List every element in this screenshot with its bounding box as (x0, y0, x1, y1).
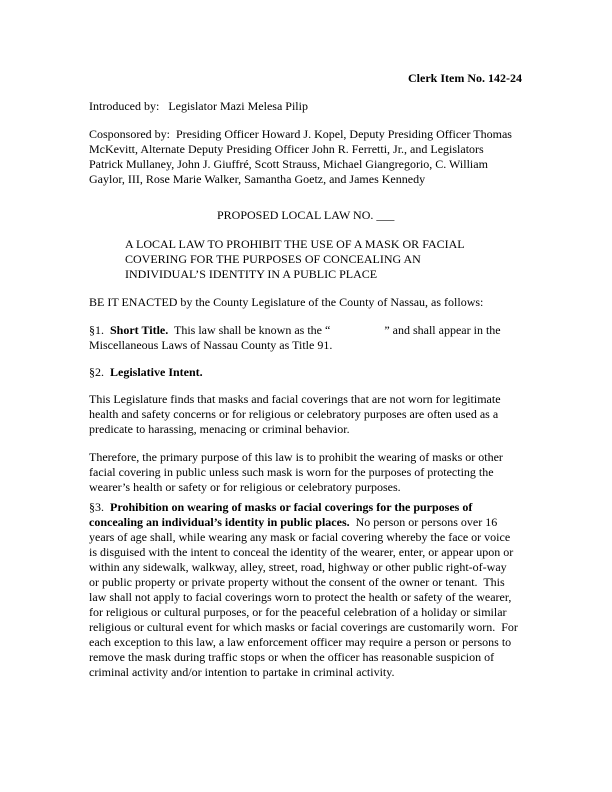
paragraph-line: Therefore, the primary purpose of this law is to prohibit the wearing of masks or other (89, 450, 503, 464)
introduced-by: Introduced by: Legislator Mazi Melesa Pilip (89, 99, 308, 113)
section-3-line: or public property or private property without the consent of the owner or tenant. This (89, 575, 505, 589)
section-3-line: each exception to this law, a law enforcement officer may require a person or persons to (89, 635, 512, 649)
section-3-line: criminal activity and/or intention to partake in criminal activity. (89, 665, 395, 679)
section-3-line: for religious or cultural purposes, or for the peaceful celebration of a holiday or similar (89, 605, 507, 619)
section-3-line (89, 515, 497, 530)
section-2-number: §2. (89, 365, 110, 379)
section-3-line: years of age shall, while wearing any mask or facial covering whereby the face or voice (89, 530, 511, 544)
section-3-title: Prohibition on wearing of masks or facial coverings for the purposes of (110, 500, 473, 514)
enacting-clause: BE IT ENACTED by the County Legislature of the County of Nassau, as follows: (89, 295, 484, 309)
section-3-number: §3. (89, 500, 110, 514)
paragraph-line: health and safety concerns or for religious or celebratory purposes are often used as a (89, 407, 499, 421)
law-title-line: INDIVIDUAL’S IDENTITY IN A PUBLIC PLACE (125, 267, 378, 281)
section-3-line: is disguised with the intent to conceal the identity of the wearer, enter, or appear upon or (89, 545, 514, 559)
section-3-title-cont: concealing an individual’s identity in public places. (89, 515, 350, 529)
section-3-line: remove the mask during traffic stops or when the officer has reasonable suspicion of (89, 650, 495, 664)
section-3-line (89, 500, 472, 515)
law-title-line: COVERING FOR THE PURPOSES OF CONCEALING AN (125, 252, 421, 266)
cosponsors-line: Patrick Mullaney, John J. Giuffré, Scott Strauss, Michael Giangregorio, C. William (89, 157, 488, 171)
section-1-text: This law shall be known as the “ ” and shall appear in the (168, 323, 501, 337)
clerk-item-number: Clerk Item No. 142-24 (408, 71, 522, 85)
law-title-line: A LOCAL LAW TO PROHIBIT THE USE OF A MASK OR FACIAL (125, 237, 465, 251)
section-1-title: Short Title. (110, 323, 169, 337)
section-2-title: Legislative Intent. (110, 365, 203, 379)
paragraph-line: predicate to harassing, menacing or criminal behavior. (89, 422, 350, 436)
paragraph-line: facial covering in public unless such mask is worn for the purposes of protecting the (89, 465, 494, 479)
section-1-line: Miscellaneous Laws of Nassau County as Title 91. (89, 338, 333, 352)
proposed-local-law-heading: PROPOSED LOCAL LAW NO. ___ (217, 208, 395, 222)
section-1-line (89, 323, 501, 338)
paragraph-line: wearer’s health or safety or for religious or celebratory purposes. (89, 480, 401, 494)
section-2-heading (89, 365, 203, 380)
section-3-line: law shall not apply to facial coverings worn to protect the health or safety of the wearer, (89, 590, 512, 604)
paragraph-line: This Legislature finds that masks and facial coverings that are not worn for legitimate (89, 392, 501, 406)
section-1-number: §1. (89, 323, 110, 337)
section-3-text: No person or persons over 16 (349, 515, 498, 529)
cosponsors-line: McKevitt, Alternate Deputy Presiding Officer John R. Ferretti, Jr., and Legislators (89, 142, 484, 156)
section-3-line: religious or cultural event for which masks or facial coverings are customarily worn. For (89, 620, 518, 634)
cosponsors-line: Cosponsored by: Presiding Officer Howard J. Kopel, Deputy Presiding Officer Thomas (89, 127, 512, 141)
cosponsors-line: Gaylor, III, Rose Marie Walker, Samantha Goetz, and James Kennedy (89, 172, 426, 186)
section-3-line: within any sidewalk, walkway, alley, street, road, highway or other public right-of-way (89, 560, 507, 574)
